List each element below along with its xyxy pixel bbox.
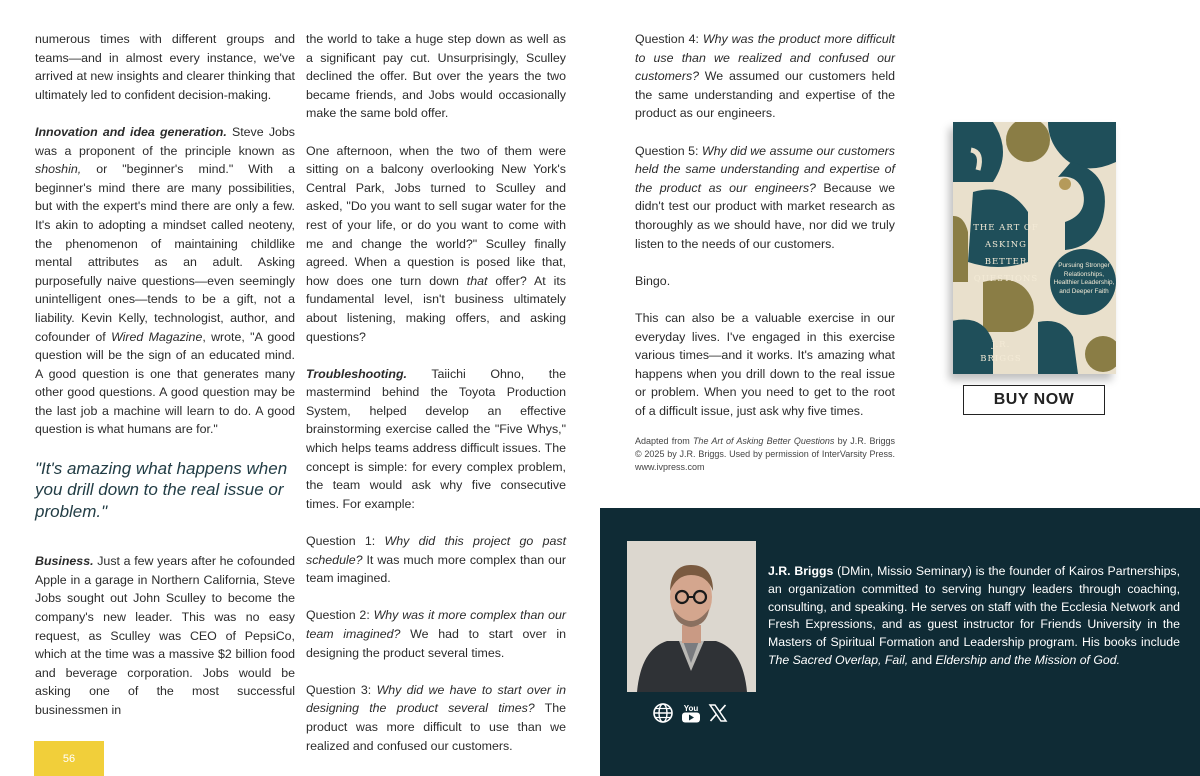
- author-bio: [768, 563, 1180, 670]
- article-column-2: [306, 30, 566, 755]
- question-label: Question 2:: [306, 608, 374, 623]
- question-4: [635, 30, 895, 123]
- question-text: Why did we assume our customers held the same understanding and expertise of the product as our engineers?: [635, 143, 896, 195]
- cover-subtitle: Pursuing Stronger Relationships, Healthier Leadership, and Deeper Faith: [1053, 262, 1115, 295]
- buy-now-button[interactable]: BUY NOW: [963, 385, 1105, 415]
- cover-title-line: QUESTIONS: [973, 274, 1039, 284]
- question-2: [306, 606, 566, 662]
- question-label: Question 3:: [306, 682, 377, 697]
- book-cover[interactable]: [953, 122, 1116, 374]
- cover-title: [971, 220, 1041, 288]
- question-label: Question 1:: [306, 534, 385, 549]
- author-bio-panel: [600, 508, 1200, 776]
- question-label: Question 4:: [635, 32, 703, 46]
- text-run: , wrote, "A good question will be the sign of an educated mind. A good question is one that generates many other good questions. A good question may be the last job a machine will learn to do. A good question is what humans are for.": [35, 329, 295, 437]
- text-run: Adapted from: [635, 436, 693, 447]
- section-heading-troubleshooting: Troubleshooting.: [306, 366, 407, 381]
- book-title: The Art of Asking Better Questions: [692, 436, 835, 447]
- text-run: Steve Jobs was a proponent of the principle known as: [35, 124, 295, 158]
- cover-author-line: BRIGGS: [980, 354, 1022, 364]
- book-titles: The Sacred Overlap, Fail,: [768, 652, 909, 667]
- question-1: [306, 532, 566, 588]
- cover-author: [973, 338, 1029, 366]
- author-photo-illustration: [627, 541, 756, 692]
- cover-title-line: THE ART OF: [973, 223, 1039, 233]
- text-run: by J.R. Briggs © 2025 by J.R. Briggs. Used by permission of InterVarsity Press. www.ivpress.com: [635, 436, 895, 473]
- x-twitter-icon[interactable]: [707, 702, 729, 724]
- paragraph-troubleshooting: [306, 365, 566, 514]
- paragraph-central-park: [306, 142, 566, 347]
- page-number: 56: [34, 741, 104, 776]
- section-heading-business: Business.: [35, 554, 94, 569]
- emphasis: that: [466, 273, 488, 288]
- text-run: offer? At its fundamental level, isn't business ultimately about listening, making offers, and asking questions?: [306, 273, 566, 344]
- cover-title-line: ASKING BETTER: [984, 240, 1028, 267]
- question-text: Why was the product more difficult to use than we realized and confused our customers?: [635, 32, 896, 84]
- question-label: Question 5:: [635, 143, 702, 158]
- answer-text: We assumed our customers held the same understanding and expertise of the product as our engineers.: [635, 69, 895, 121]
- cover-author-line: J.R.: [991, 340, 1011, 350]
- paragraph-bingo: Bingo.: [635, 273, 671, 288]
- paragraph-business: [35, 552, 295, 719]
- youtube-icon[interactable]: [680, 702, 702, 724]
- adaptation-credit: [635, 435, 895, 474]
- text-run: One afternoon, when the two of them were sitting on a balcony overlooking New York's Central Park, Jobs turned to Sculley and asked, "Do you want to sell sugar water for the rest of your life, or do you want to come with me and change the world?" Sculley finally agreed. When a question is posed like that, how does one turn down: [306, 143, 566, 288]
- author-name: J.R. Briggs: [768, 564, 834, 578]
- question-5: [635, 142, 895, 254]
- term-shoshin: shoshin,: [35, 162, 82, 177]
- text-run: and: [908, 652, 936, 667]
- publication-name: Wired Magazine: [111, 329, 203, 344]
- paragraph-sculley: the world to take a huge step down as well as a significant pay cut. Unsurprisingly, Sculley declined the offer. But over the years the two became friends, and Jobs would occasionally make the same bold offer.: [306, 32, 566, 121]
- book-title: Eldership and the Mission of God.: [935, 652, 1121, 667]
- question-text: Why did we have to start over in designing the product several times?: [306, 682, 566, 716]
- text-run: (DMin, Missio Seminary) is the founder of Kairos Partnerships, an organization committed to serving hungry leaders through coaching, consulting, and speaking. He serves on staff with the Ecclesia Network and Fresh Expressions, and as guest instructor for Friends University in the Masters of Spiritual Formation and Leadership program. His books include: [768, 564, 1180, 650]
- paragraph-intro-continued: numerous times with different groups and teams—and in almost every instance, we've arrived at new insights and clearer thinking that ultimately led to confident decision-making.: [35, 32, 295, 102]
- youtube-icon-text: You: [683, 704, 699, 713]
- answer-text: The product was more difficult to use than we realized and confused our customers.: [306, 701, 566, 753]
- pull-quote: "It's amazing what happens when you drill down to the real issue or problem.": [35, 458, 288, 521]
- globe-icon[interactable]: [652, 702, 674, 724]
- paragraph-innovation: [35, 123, 295, 439]
- text-run: Just a few years after he cofounded Apple in a garage in Northern California, Steve Jobs sought out John Sculley to become the company's new leader. This was no easy request, as Sculley was CEO of PepsiCo, which at the time was a massive $2 billion food and beverage corporation. Jobs would be asking one of the most successful businessmen in: [35, 554, 295, 717]
- text-run: Taiichi Ohno, the mastermind behind the Toyota Production System, helped develop an effective brainstorming exercise called the "Five Whys," which helps teams address difficult issues. The concept is simple: for every complex problem, the team would ask why five consecutive times. For example:: [306, 366, 566, 511]
- author-photo: [627, 541, 756, 692]
- article-column-1: [35, 30, 295, 720]
- question-text: Why did this project go past schedule?: [306, 534, 567, 567]
- text-run: or "beginner's mind." With a beginner's mind there are many possibilities, but with the expert's mind there are only a few. It's akin to adopting a mindset called neoteny, the phenomenon of maintaining childlike mental attributes as an adult. Asking purposefully naive questions—even seemingly unintelligent ones—tends to be a gift, not a liability. Kevin Kelly, technologist, author, and cofounder of: [35, 162, 295, 344]
- section-heading-innovation: Innovation and idea generation.: [35, 124, 227, 139]
- question-3: [306, 681, 566, 755]
- question-text: Why was it more complex than our team imagined?: [306, 608, 566, 641]
- paragraph-conclusion: This can also be a valuable exercise in our everyday lives. I've engaged in this exercise various times—and it works. It's amazing what happens when you drill down to the real issue or problem. When you need to get to the root of a difficult issue, just ask why five times.: [635, 310, 895, 418]
- article-column-3: [635, 30, 895, 474]
- answer-text: Because we didn't test our product with market research as thoroughly as we should have, nor did we truly listen to the needs of our customers.: [635, 180, 895, 251]
- answer-text: It was much more complex than our team imagined.: [306, 552, 566, 586]
- answer-text: We had to start over in designing the product several times.: [306, 627, 566, 660]
